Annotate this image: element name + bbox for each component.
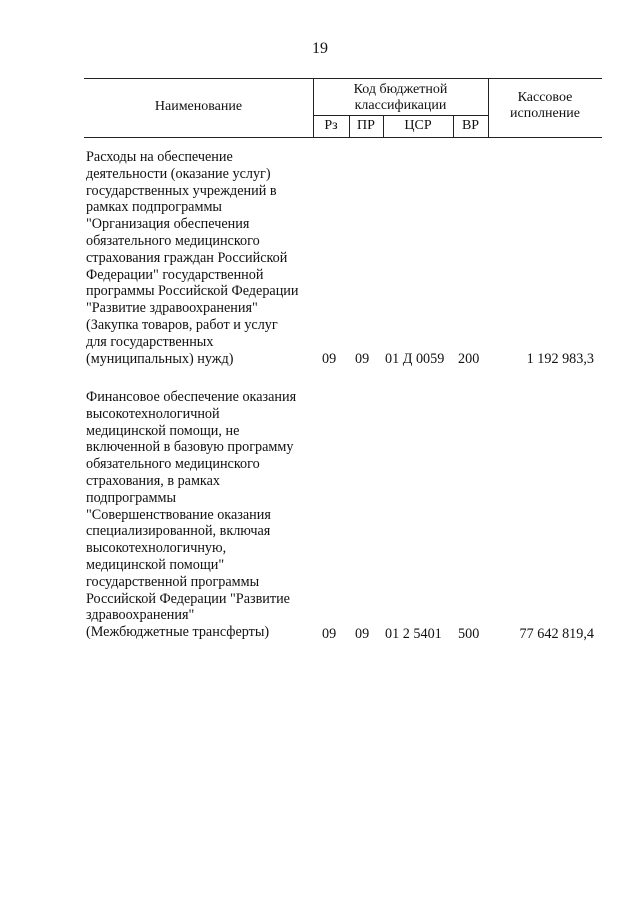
header-name: Наименование — [154, 99, 243, 114]
name-line: "Совершенствование оказания — [86, 506, 271, 523]
name-line: программы Российской Федерации — [86, 283, 299, 300]
row-1-pr: 09 — [355, 351, 370, 367]
name-line: высокотехнологичной — [86, 405, 220, 422]
name-line: для государственных — [86, 333, 214, 350]
row-1-rz: 09 — [322, 351, 337, 367]
row-1-vr: 200 — [458, 351, 480, 367]
name-line: страхования, в рамках — [86, 472, 221, 489]
divider — [313, 115, 489, 116]
name-line: (Межбюджетные трансферты) — [86, 624, 270, 641]
name-line: Российской Федерации "Развитие — [86, 590, 290, 607]
row-1-amount: 1 192 983,3 — [526, 351, 594, 367]
header-rz: Рз — [324, 118, 338, 133]
name-line: "Организация обеспечения — [86, 216, 250, 233]
name-line: рамках подпрограммы — [86, 199, 222, 216]
header-exec-line1: Кассовое — [517, 90, 573, 105]
name-line: подпрограммы — [86, 489, 176, 506]
header-vr: ВР — [461, 118, 480, 133]
header-exec-line2: исполнение — [510, 106, 580, 121]
name-line: государственной программы — [86, 573, 260, 590]
row-2-vr: 500 — [458, 626, 480, 642]
name-line: деятельности (оказание услуг) — [86, 165, 271, 182]
header-code-group-line2: классификации — [354, 98, 447, 113]
name-line: обязательного медицинского — [86, 232, 260, 249]
name-line: государственных учреждений в — [86, 182, 277, 199]
page-number: 19 — [312, 40, 328, 57]
header-code-group-line1: Код бюджетной — [353, 82, 448, 97]
table-header — [84, 78, 602, 138]
name-line: Расходы на обеспечение — [86, 149, 233, 165]
name-line: высокотехнологичную, — [86, 540, 227, 557]
name-line: включенной в базовую программу — [86, 439, 294, 456]
name-line: (Закупка товаров, работ и услуг — [86, 316, 278, 333]
row-1-name — [86, 149, 322, 367]
row-2-csr: 01 2 5401 — [385, 626, 442, 642]
name-line: "Развитие здравоохранения" — [86, 300, 258, 317]
name-line: Финансовое обеспечение оказания — [86, 389, 297, 405]
name-line: медицинской помощи, не — [86, 422, 240, 439]
row-2-pr: 09 — [355, 626, 370, 642]
row-2-name — [86, 389, 322, 641]
name-line: Федерации" государственной — [86, 266, 264, 283]
name-line: специализированной, включая — [86, 523, 271, 540]
name-line: (муниципальных) нужд) — [86, 350, 234, 367]
row-2-amount: 77 642 819,4 — [519, 626, 594, 642]
name-line: здравоохранения" — [86, 607, 195, 624]
name-line: страхования граждан Российской — [86, 249, 288, 266]
header-pr: ПР — [357, 118, 375, 133]
row-2-rz: 09 — [322, 626, 337, 642]
row-1-csr: 01 Д 0059 — [385, 351, 445, 367]
name-line: обязательного медицинского — [86, 456, 260, 473]
header-csr: ЦСР — [404, 118, 432, 133]
name-line: медицинской помощи" — [86, 556, 225, 573]
